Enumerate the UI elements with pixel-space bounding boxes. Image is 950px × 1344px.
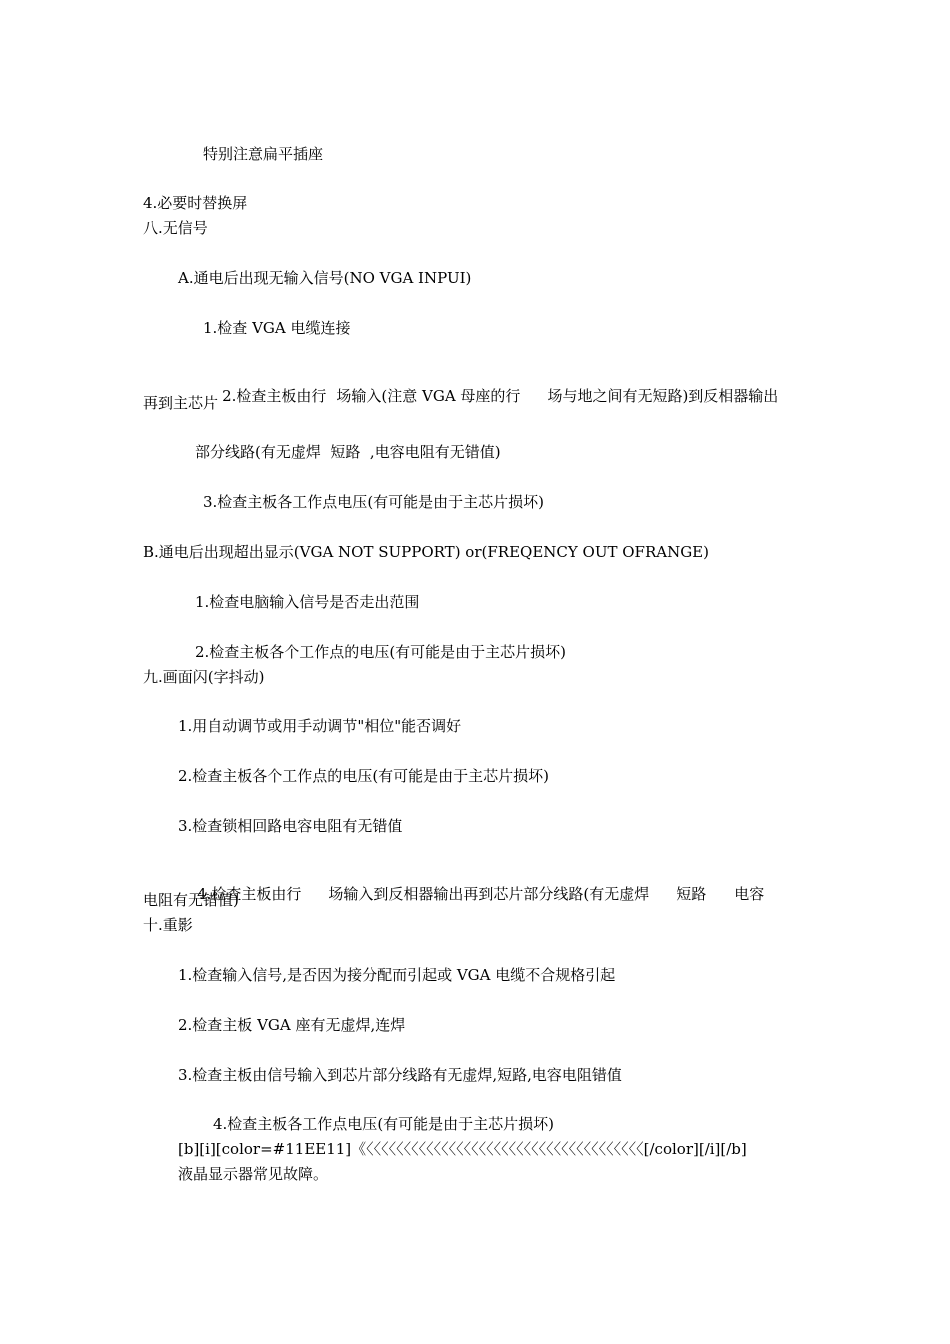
subsection-a-no-input: A.通电后出现无输入信号(NO VGA INPUI) bbox=[178, 269, 472, 287]
step-check-sync-to-chip bbox=[178, 867, 764, 921]
step-continuation-2: 电阻有无错值) bbox=[143, 891, 239, 909]
step-partial-circuit: 部分线路(有无虚焊 短路 ,电容电阻有无错值) bbox=[195, 443, 501, 461]
step-check-work-voltage-2: 2.检查主板各个工作点的电压(有可能是由于主芯片损坏) bbox=[178, 767, 550, 785]
section-heading-no-signal: 八.无信号 bbox=[143, 219, 208, 237]
step-text-part-3: 场与地之间有无短路)到反相器输出 bbox=[547, 387, 779, 405]
step-text-part-2: 场输入(注意 VGA 母座的行 bbox=[336, 387, 521, 405]
step-check-mainboard-sync bbox=[203, 369, 778, 423]
note-flat-socket: 特别注意扁平插座 bbox=[203, 145, 324, 163]
section-heading-flicker: 九.画面闪(字抖动) bbox=[143, 668, 265, 686]
step-continuation: 再到主芯片 bbox=[143, 394, 219, 412]
step-check-signal-path: 3.检查主板由信号输入到芯片部分线路有无虚焊,短路,电容电阻错值 bbox=[178, 1066, 622, 1084]
step-check-voltage: 3.检查主板各工作点电压(有可能是由于主芯片损坏) bbox=[203, 493, 545, 511]
step-check-vga-cable: 1.检查 VGA 电缆连接 bbox=[203, 319, 351, 337]
item-replace-screen: 4.必要时替换屏 bbox=[143, 194, 248, 212]
step-check-vga-socket: 2.检查主板 VGA 座有无虚焊,连焊 bbox=[178, 1016, 406, 1034]
step-text-part-1: 4.检查主板由行 bbox=[197, 885, 302, 903]
step-check-input-signal: 1.检查输入信号,是否因为接分配而引起或 VGA 电缆不合规格引起 bbox=[178, 966, 616, 984]
step-auto-adjust-phase: 1.用自动调节或用手动调节"相位"能否调好 bbox=[178, 717, 462, 735]
step-text-part-2: 场输入到反相器输出再到芯片部分线路(有无虚焊 bbox=[328, 885, 650, 903]
step-check-pll: 3.检查锁相回路电容电阻有无错值 bbox=[178, 817, 403, 835]
step-text-part-4: 电容 bbox=[734, 885, 765, 903]
step-text-part-1: 2.检查主板由行 bbox=[222, 387, 327, 405]
step-check-work-voltage: 2.检查主板各个工作点的电压(有可能是由于主芯片损坏) bbox=[195, 643, 567, 661]
step-text-part-3: 短路 bbox=[676, 885, 707, 903]
footer-title: 液晶显示器常见故障。 bbox=[178, 1165, 329, 1183]
section-heading-ghosting: 十.重影 bbox=[143, 916, 193, 934]
step-check-work-voltage-3: 4.检查主板各工作点电压(有可能是由于主芯片损坏) bbox=[213, 1115, 555, 1133]
bbcode-markup-line: [b][i][color=#11EE11]《〈〈〈〈〈〈〈〈〈〈〈〈〈〈〈〈〈〈〈〈〈〈〈〈〈〈〈〈〈〈〈〈〈〈〈〈〈[/color][/i][/b] bbox=[178, 1140, 747, 1158]
step-check-pc-signal: 1.检查电脑输入信号是否走出范围 bbox=[195, 593, 420, 611]
subsection-b-out-of-range: B.通电后出现超出显示(VGA NOT SUPPORT) or(FREQENCY OUT OFRANGE) bbox=[143, 543, 709, 561]
